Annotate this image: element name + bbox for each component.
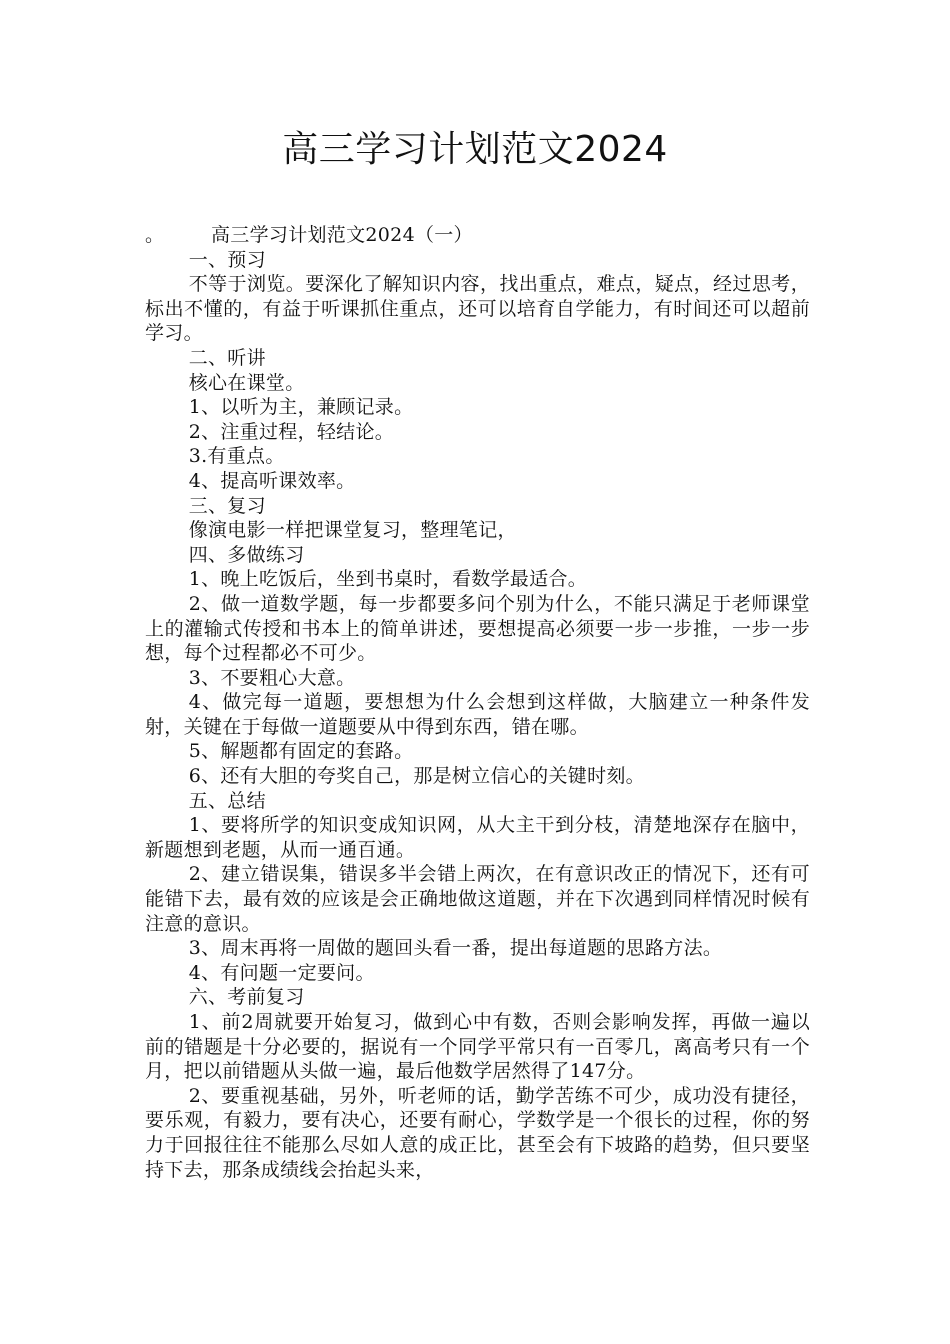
paragraph: 一、预习 xyxy=(188,248,266,271)
paragraph: 4、有问题一定要问。 xyxy=(188,961,375,984)
paragraph: 二、听讲 xyxy=(188,346,266,369)
paragraph-list xyxy=(145,248,810,1183)
paragraph: 3、不要粗心大意。 xyxy=(188,666,356,689)
paragraph: 1、以听为主，兼顾记录。 xyxy=(188,396,414,419)
paragraph: 三、复习 xyxy=(188,494,266,517)
paragraph: 3、周末再将一周做的题回头看一番，提出每道题的思路方法。 xyxy=(188,937,723,960)
paragraph: 四、多做练习 xyxy=(188,543,305,566)
lead-mark: 。 xyxy=(145,224,165,246)
paragraph: 6、还有大胆的夸奖自己，那是树立信心的关键时刻。 xyxy=(188,765,645,788)
paragraph: 六、考前复习 xyxy=(188,986,305,1009)
paragraph: 不等于浏览。要深化了解知识内容，找出重点，难点，疑点，经过思考，标出不懂的，有益于听课抓住重点，还可以培育自学能力，有时间还可以超前学习。 xyxy=(145,273,810,345)
paragraph: 2、注重过程，轻结论。 xyxy=(188,420,395,443)
paragraph: 4、提高听课效率。 xyxy=(188,469,356,492)
section-subtitle: 高三学习计划范文2024（一） xyxy=(211,224,473,246)
paragraph: 5、解题都有固定的套路。 xyxy=(188,740,414,763)
paragraph: 1、前2周就要开始复习，做到心中有数，否则会影响发挥，再做一遍以前的错题是十分必要的，据说有一个同学平常只有一百零几，离高考只有一个月，把以前错题从头做一遍，最后他数学居然得了147分。 xyxy=(145,1011,810,1083)
paragraph: 1、晚上吃饭后，坐到书桌时，看数学最适合。 xyxy=(188,568,588,591)
document-title: 高三学习计划范文2024 xyxy=(282,129,668,170)
paragraph: 五、总结 xyxy=(188,789,266,812)
paragraph: 2、建立错误集，错误多半会错上两次，在有意识改正的情况下，还有可能错下去，最有效的应该是会正确地做这道题，并在下次遇到同样情况时候有注意的意识。 xyxy=(145,863,810,935)
paragraph: 核心在课堂。 xyxy=(188,371,305,394)
paragraph: 4、做完每一道题，要想想为什么会想到这样做，大脑建立一种条件发射，关键在于每做一道题要从中得到东西，错在哪。 xyxy=(145,691,810,738)
paragraph: 1、要将所学的知识变成知识网，从大主干到分枝，清楚地深存在脑中，新题想到老题，从而一通百通。 xyxy=(145,814,810,861)
paragraph: 2、要重视基础，另外，听老师的话，勤学苦练不可少，成功没有捷径，要乐观，有毅力，要有决心，还要有耐心，学数学是一个很长的过程，你的努力于回报往往不能那么尽如人意的成正比，甚至会有下坡路的趋势，但只要坚持下去，那条成绩线会抬起头来， xyxy=(145,1084,810,1181)
lead-line xyxy=(145,223,810,248)
paragraph: 2、做一道数学题，每一步都要多问个别为什么，不能只满足于老师课堂上的灌输式传授和书本上的简单讲述，要想提高必须要一步一步推，一步一步想，每个过程都必不可少。 xyxy=(145,592,810,665)
paragraph: 像演电影一样把课堂复习，整理笔记， xyxy=(188,519,517,542)
paragraph: 3.有重点。 xyxy=(188,445,285,468)
document-body xyxy=(145,223,810,1182)
